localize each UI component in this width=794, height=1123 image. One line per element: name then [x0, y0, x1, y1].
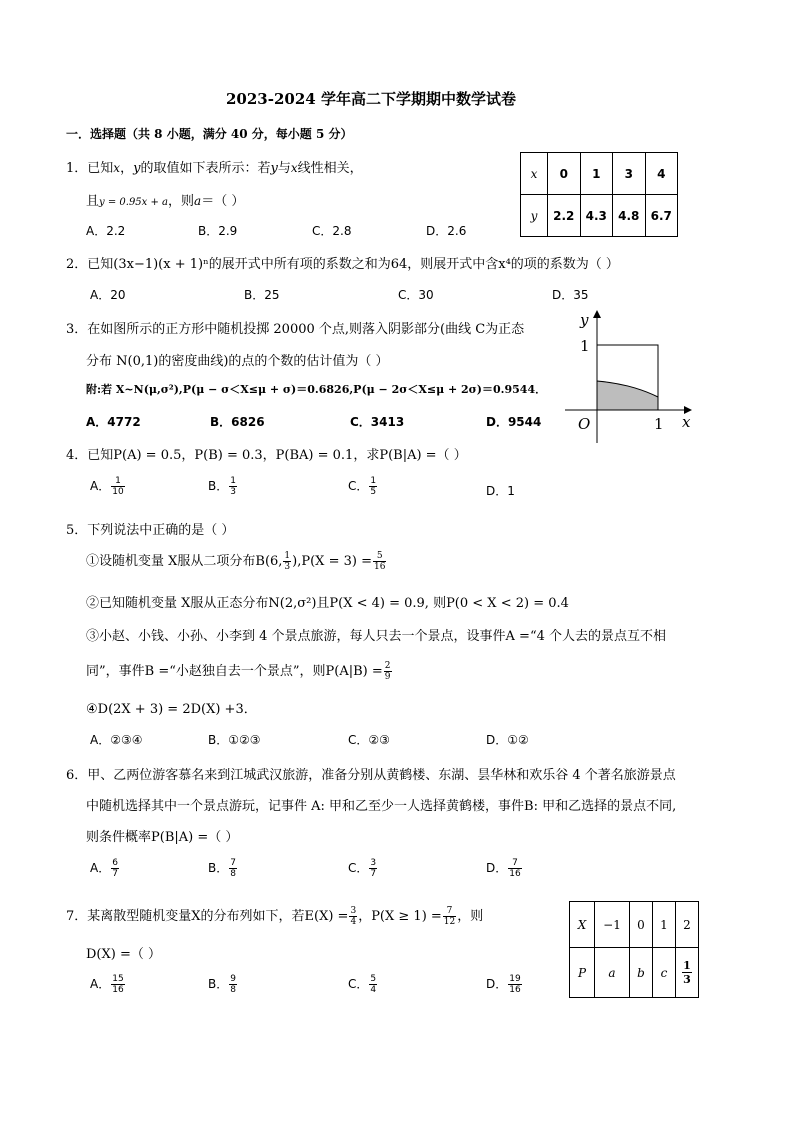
q6-stem-line2: 中随机选择其中一个景点游玩，记事件 A: 甲和乙至少一人选择黄鹤楼，事件B: 甲和乙选择的景点不同,: [86, 799, 677, 814]
q6-stem-line3: 则条件概率P(B|A) =（ ）: [86, 830, 239, 845]
q1-table-y-label: y: [521, 195, 548, 237]
q7-distribution-table: [569, 901, 699, 998]
q7-option-b[interactable]: B． $\frac{9}{8}$: [208, 974, 236, 995]
q7-table-p1: b: [630, 948, 653, 998]
q1-table-y3: 6.7: [645, 195, 678, 237]
q7-table-x2: 1: [653, 902, 676, 948]
q5-statement-4: ④D(2X + 3) = 2D(X) +3．: [86, 702, 257, 717]
q3-tick-y: 1: [580, 337, 590, 355]
q7-table-p-label: P: [570, 948, 595, 998]
q1-option-d[interactable]: D．2.6: [426, 224, 467, 238]
q5-option-d[interactable]: D．①②: [486, 733, 529, 747]
q3-option-d[interactable]: D．9544: [486, 415, 542, 429]
q1-stem-line2: 且y = 0.95x + a，则a＝（ ）: [86, 194, 245, 209]
q1-option-b[interactable]: B．2.9: [198, 224, 238, 238]
q3-note: 附:若 X~N(μ,σ²),P(μ − σ＜X≤μ + σ)＝0.6826,P(μ − 2σ＜X≤μ + 2σ)＝0.9544．: [86, 383, 547, 396]
q4-stem: 4．已知P(A) = 0.5，P(B) = 0.3，P(BA) = 0.1，求P(B|A) =（ ）: [66, 448, 467, 463]
q1-table-y2: 4.8: [613, 195, 646, 237]
q3-x-label: x: [682, 413, 691, 431]
q7-option-a[interactable]: A． $\frac{15}{16}$: [90, 974, 124, 995]
q4-option-c[interactable]: C． $\frac{1}{5}$: [348, 476, 377, 497]
q1-table-x1: 1: [580, 153, 613, 195]
q7-option-d[interactable]: D． $\frac{19}{16}$: [486, 974, 521, 995]
q3-y-label: y: [580, 311, 589, 329]
q1-table-x-label: x: [521, 153, 548, 195]
q3-stem-line2: 分布 N(0,1)的密度曲线)的点的个数的估计值为（ ）: [86, 354, 389, 369]
q3-y-arrow-icon: [593, 310, 601, 318]
q5-option-b[interactable]: B．①②③: [208, 733, 261, 747]
q7-stem-line2: D(X) =（ ）: [86, 947, 161, 962]
q7-table-p0: a: [595, 948, 630, 998]
q7-stem-line1: 7．某离散型随机变量X的分布列如下，若E(X) = $\frac{3}{4}$ ，P(X ≥ 1) = $\frac{7}{12}$ ，则: [66, 906, 484, 927]
q3-origin-label: O: [578, 415, 591, 433]
q4-option-b[interactable]: B． $\frac{1}{3}$: [208, 476, 236, 497]
q1-data-table: [520, 152, 678, 237]
q1-table-x3: 4: [645, 153, 678, 195]
page-title: 2023-2024 学年高二下学期期中数学试卷: [226, 90, 516, 108]
q1-table-x0: 0: [548, 153, 581, 195]
q3-option-c[interactable]: C．3413: [350, 415, 405, 429]
q5-statement-2: ②已知随机变量 X服从正态分布N(2,σ²)且P(X < 4) = 0.9, 则P(0 < X < 2) = 0.4: [86, 596, 569, 611]
q3-option-b[interactable]: B．6826: [210, 415, 265, 429]
q6-stem-line1: 6．甲、乙两位游客慕名来到江城武汉旅游，准备分别从黄鹤楼、东湖、昙华林和欢乐谷 4 个著名旅游景点: [66, 768, 676, 783]
q7-table-x-label: X: [570, 902, 595, 948]
q2-option-b[interactable]: B．25: [244, 288, 280, 302]
q7-table-x3: 2: [676, 902, 699, 948]
q7-table-x0: −1: [595, 902, 630, 948]
q7-option-c[interactable]: C． $\frac{5}{4}$: [348, 974, 377, 995]
q4-option-d[interactable]: D．1: [486, 484, 515, 498]
q2-option-c[interactable]: C．30: [398, 288, 434, 302]
q5-option-a[interactable]: A．②③④: [90, 733, 143, 747]
q2-stem: 2．已知(3x−1)(x + 1)ⁿ的展开式中所有项的系数之和为64，则展开式中含x⁴的项的系数为（ ）: [66, 257, 619, 272]
q7-table-p3: $\frac{1}{3}$: [676, 948, 699, 998]
q5-statement-3b: 同”，事件B =“小赵独自去一个景点”，则P(A|B) = $\frac{2}{9}$: [86, 661, 391, 682]
q5-stem: 5．下列说法中正确的是（ ）: [66, 523, 235, 538]
q3-stem-line1: 3．在如图所示的正方形中随机投掷 20000 个点,则落入阴影部分(曲线 C为正态: [66, 322, 525, 337]
q4-option-a[interactable]: A． $\frac{1}{10}$: [90, 476, 124, 497]
q3-tick-x: 1: [654, 415, 664, 433]
q1-stem-line1: 1．已知x，y的取值如下表所示：若y与x线性相关，: [66, 161, 363, 176]
q6-option-b[interactable]: B． $\frac{7}{8}$: [208, 858, 236, 879]
q2-option-a[interactable]: A．20: [90, 288, 126, 302]
q6-option-a[interactable]: A． $\frac{6}{7}$: [90, 858, 118, 879]
q3-option-a[interactable]: A．4772: [86, 415, 141, 429]
q7-table-p2: c: [653, 948, 676, 998]
section-heading: 一．选择题（共 8 小题，满分 40 分，每小题 5 分）: [66, 127, 353, 141]
q1-table-y1: 4.3: [580, 195, 613, 237]
q1-option-a[interactable]: A．2.2: [86, 224, 126, 238]
q6-option-c[interactable]: C． $\frac{3}{7}$: [348, 858, 377, 879]
q5-option-c[interactable]: C．②③: [348, 733, 390, 747]
q3-shaded-region: [597, 381, 658, 410]
q2-option-d[interactable]: D．35: [552, 288, 589, 302]
q3-normal-figure: [560, 305, 700, 445]
q7-table-x1: 0: [630, 902, 653, 948]
q5-statement-1: ①设随机变量 X服从二项分布B(6, $\frac{1}{3}$ ),P(X = 3) = $\frac{5}{16}$: [86, 551, 386, 572]
q6-option-d[interactable]: D． $\frac{7}{16}$: [486, 858, 521, 879]
q5-statement-3a: ③小赵、小钱、小孙、小李到 4 个景点旅游，每人只去一个景点，设事件A =“4 个人去的景点互不相: [86, 629, 666, 644]
q1-table-y0: 2.2: [548, 195, 581, 237]
q1-table-x2: 3: [613, 153, 646, 195]
q1-option-c[interactable]: C．2.8: [312, 224, 352, 238]
